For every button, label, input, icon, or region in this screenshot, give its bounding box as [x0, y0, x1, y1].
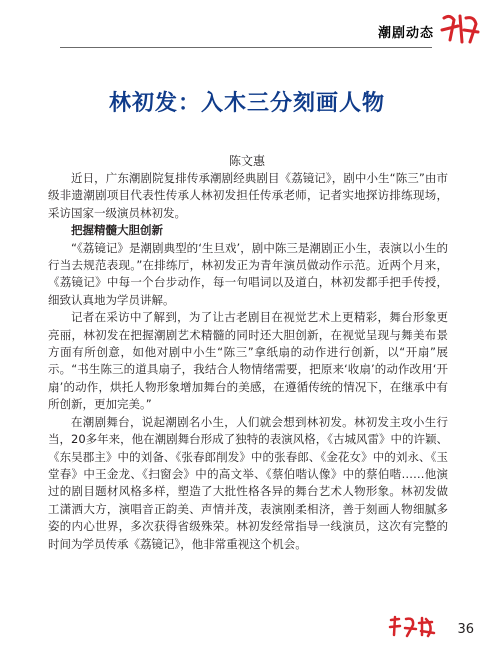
article-title: 林初发：入木三分刻画人物: [108, 91, 385, 116]
page-number: 36: [457, 622, 474, 637]
paragraph: 在潮剧舞台，说起潮剧名小生，人们就会想到林初发。林初发主攻小生行当，20多年来，他在潮剧舞台形成了独特的表演风格，《古城风雷》中的许颖、《东吴郡主》中的刘备、《张春郎削发》中的张春郎、《金花女》中的刘永、《玉堂春》中王金龙、《扫窗会》中的高文举、《蔡伯喈认像》中的蔡伯喈……他演过的剧目题材风格多样，塑造了大批性格各异的舞台艺术人物形象。林初发做工潇洒大方，演唱音正韵美、声情并茂，表演刚柔相济，善于刻画人物细腻多姿的内心世界，多次获得省级殊荣。林初发经常指导一线演员，这次有完整的时间为学员传承《荔镜记》，他非常重视这个机会。: [48, 414, 448, 551]
section-label: 潮剧动态: [377, 26, 434, 41]
section-subheading: 把握精髓大胆创新: [71, 223, 163, 238]
header-divider: [60, 47, 432, 48]
author-byline: 陈文惠: [228, 154, 265, 168]
paragraph: 记者在采访中了解到，为了让古老剧目在视觉艺术上更精彩，舞台形象更亮丽，林初发在把握潮剧艺术精髓的同时还大胆创新，在视觉呈现与舞美布景方面有所创意，如他对剧中小生“陈三”拿纸扇的动作进行创新，以“开扇”展示。“书生陈三的道具扇子，我结合人物情绪需要，把原来‘收扇’的动作改用‘开扇’的动作，烘托人物形象增加舞台的美感，在遵循传统的情况下，在继承中有所创新，更加完美。”: [48, 310, 448, 412]
chao-calligraphy-logo-icon: [440, 12, 480, 46]
article-body: [48, 170, 448, 553]
paragraph: 近日，广东潮剧院复排传承潮剧经典剧目《荔镜记》，剧中小生“陈三”由市级非遗潮剧项目代表性传承人林初发担任传承老师，记者实地探访排练现场，采访国家一级演员林初发。: [48, 171, 448, 220]
chao-ju-calligraphy-logo-icon: [388, 615, 438, 639]
paragraph: “《荔镜记》是潮剧典型的‘生旦戏’，剧中陈三是潮剧正小生，表演以小生的行当去规范表现。”在排练厅，林初发正为青年演员做动作示范。近两个月来，《荔镜记》中每一个台步动作，每一句唱词以及道白，林初发都手把手传授，细致认真地为学员讲解。: [48, 240, 448, 307]
